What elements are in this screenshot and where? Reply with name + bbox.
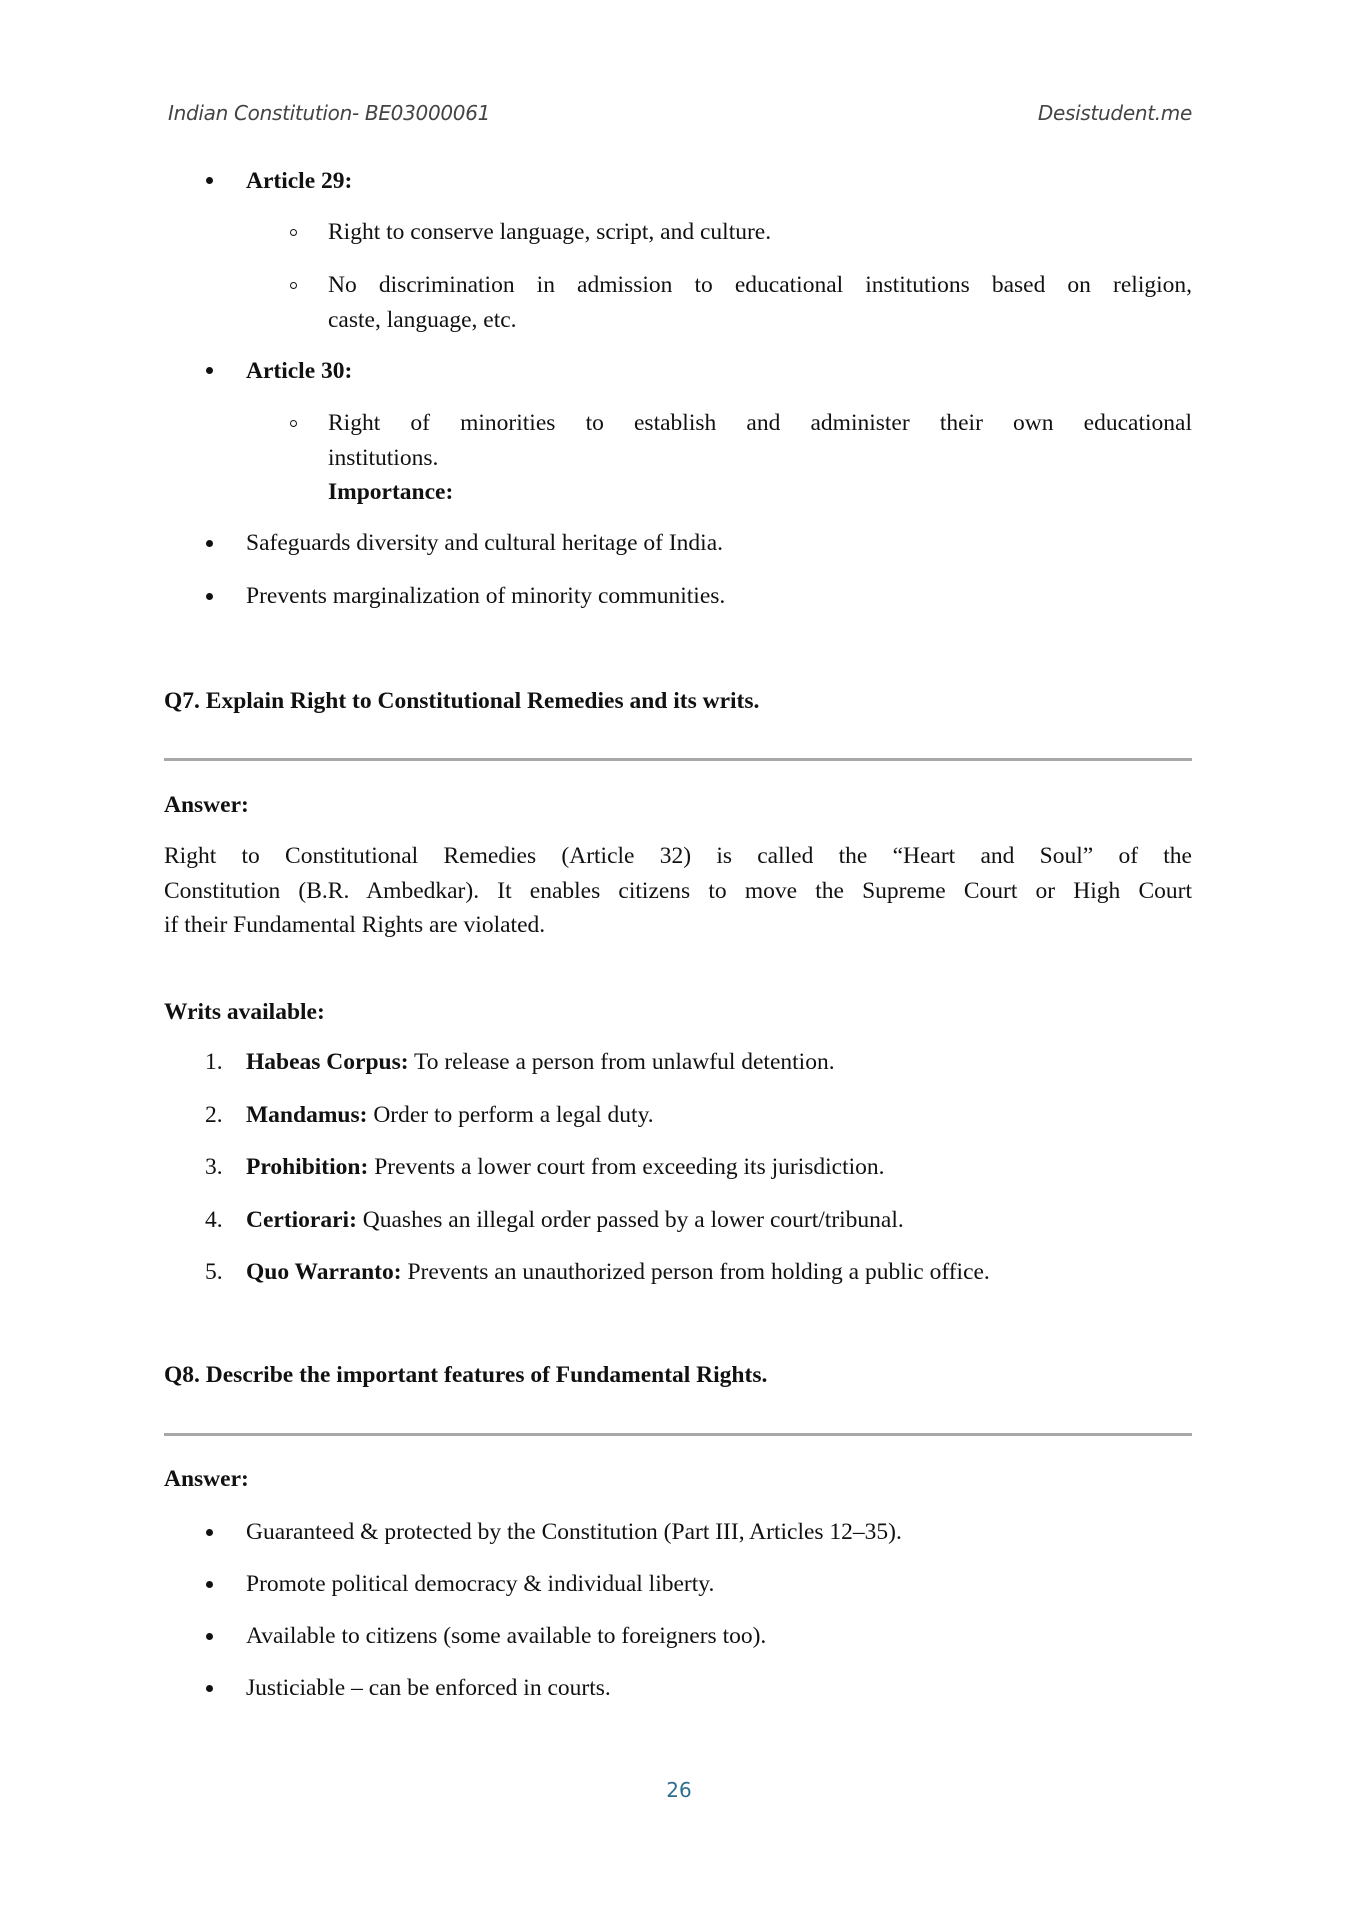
bullet-icon [205,539,215,549]
circle-bullet-icon [289,419,299,429]
bullet-icon [205,176,215,186]
divider [164,758,1192,761]
page-number: 26 [666,1778,692,1802]
article-29-item-cont: caste, language, etc. [328,307,517,333]
writ-description: Order to perform a legal duty. [367,1102,654,1128]
q8-feature-item: Promote political democracy & individual liberty. [246,1571,715,1597]
writ-name: Quo Warranto: [246,1259,402,1285]
list-number: 2. [205,1102,223,1128]
header-site-name: Desistudent.me [1037,101,1192,125]
article-29-item: Right to conserve language, script, and culture. [328,219,772,245]
importance-item: Prevents marginalization of minority communities. [246,583,726,609]
bullet-icon [205,592,215,602]
list-number: 5. [205,1259,223,1285]
importance-heading: Importance: [328,479,454,505]
q8-feature-item: Justiciable – can be enforced in courts. [246,1675,611,1701]
bullet-icon [205,366,215,376]
list-number: 4. [205,1207,223,1233]
writ-name: Mandamus: [246,1102,368,1128]
q7-paragraph-line: if their Fundamental Rights are violated. [164,912,546,938]
bullet-icon [205,1580,215,1590]
writ-description: Quashes an illegal order passed by a lower court/tribunal. [356,1207,904,1233]
article-29-item: No discrimination in admission to educational institutions based on religion, [328,272,1192,298]
importance-item: Safeguards diversity and cultural heritage of India. [246,530,724,556]
q7-paragraph-line: Right to Constitutional Remedies (Article 32) is called the “Heart and Soul” of the [164,843,1192,869]
header-doc-title: Indian Constitution- BE03000061 [168,101,491,125]
list-number: 1. [205,1049,223,1075]
article-30-heading: Article 30: [246,358,353,384]
q8-answer-label: Answer: [164,1466,249,1492]
list-number: 3. [205,1154,223,1180]
q7-question: Q7. Explain Right to Constitutional Remedies and its writs. [164,688,760,714]
divider [164,1433,1192,1436]
article-30-item-cont: institutions. [328,445,439,471]
q8-feature-item: Available to citizens (some available to foreigners too). [246,1623,767,1649]
writs-heading: Writs available: [164,999,325,1025]
circle-bullet-icon [289,281,299,291]
article-29-heading: Article 29: [246,168,353,194]
writ-description: Prevents a lower court from exceeding its jurisdiction. [368,1154,885,1180]
bullet-icon [205,1684,215,1694]
writ-name: Habeas Corpus: [246,1049,409,1075]
writ-description: To release a person from unlawful detention. [408,1049,835,1075]
q7-answer-label: Answer: [164,792,249,818]
q8-question: Q8. Describe the important features of Fundamental Rights. [164,1362,768,1388]
bullet-icon [205,1632,215,1642]
writ-name: Certiorari: [246,1207,357,1233]
article-30-item: Right of minorities to establish and administer their own educational [328,410,1192,436]
writ-description: Prevents an unauthorized person from holding a public office. [401,1259,990,1285]
bullet-icon [205,1528,215,1538]
q7-paragraph-line: Constitution (B.R. Ambedkar). It enables citizens to move the Supreme Court or High Court [164,878,1192,904]
writ-name: Prohibition: [246,1154,369,1180]
circle-bullet-icon [289,228,299,238]
q8-feature-item: Guaranteed & protected by the Constitution (Part III, Articles 12–35). [246,1519,902,1545]
